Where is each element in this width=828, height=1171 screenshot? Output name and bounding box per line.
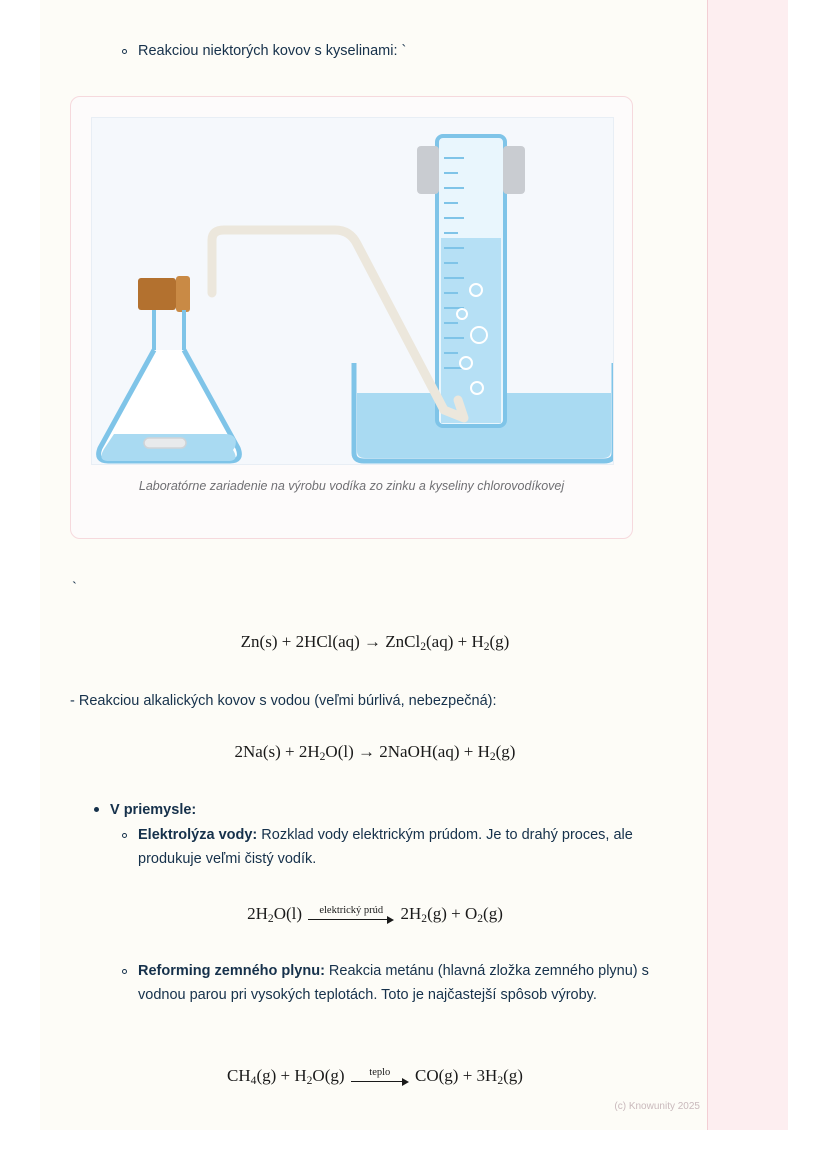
arrow-shaft	[308, 915, 394, 924]
list-item-acids: Reakciou niektorých kovov s kyselinami: `	[110, 40, 738, 64]
figure-card	[70, 96, 633, 539]
copyright-footer: (c) Knowunity 2025	[614, 1101, 700, 1112]
document-content	[40, 0, 750, 1130]
equation-electrolysis-right: $2H_2(g) + O_2(g)$	[400, 904, 503, 926]
electrolysis-term: Elektrolýza vody:	[138, 827, 258, 843]
list-item-reforming	[110, 960, 698, 1008]
stray-backtick: `	[70, 581, 79, 597]
arrow-label-heat: teplo	[369, 1066, 391, 1078]
figure-illustration	[91, 117, 614, 465]
arrow-label-electricity: elektrický prúd	[319, 904, 384, 916]
reaction-arrow-heat	[351, 1068, 409, 1087]
reforming-term: Reforming zemného plynu:	[138, 963, 325, 979]
equation-electrolysis	[40, 904, 710, 925]
equation-reforming-right: $CO(g) + 3H_2(g)$	[415, 1066, 523, 1088]
document-page	[40, 0, 788, 1130]
electrolysis-text: Rozklad vody elektrickým prúdom. Je to drahý proces, ale produkuje veľmi čistý vodík.	[138, 827, 633, 867]
equation-reforming-left: $CH_4(g) + H_2O(g)$	[227, 1066, 345, 1088]
equation-reforming	[40, 1066, 710, 1087]
figure-caption: Laboratórne zariadenie na výrobu vodíka zo zinku a kyseliny chlorovodíkovej	[138, 479, 565, 493]
reaction-arrow-electricity	[308, 906, 394, 925]
arrow-shaft	[351, 1077, 409, 1086]
equation-electrolysis-left: $2H_2O(l)$	[247, 904, 303, 926]
lab-apparatus-diagram	[92, 118, 614, 465]
equation-sodium-water: $2Na(s) + 2H_2O(l)$ → 2NaOH(aq) + $H_2(g)$	[234, 742, 516, 764]
equation-zinc-hcl: Zn(s) + 2HCl(aq) → ZnCl$_2$(aq) + $H_2(g)$	[240, 632, 510, 654]
line-alkali-metals: - Reakciou alkalických kovov s vodou (veľmi búrlivá, nebezpečná):	[70, 693, 497, 709]
list-item-electrolysis	[110, 824, 668, 872]
heading-industry: V priemysle:	[90, 799, 196, 823]
reforming-text: Reakcia metánu (hlavná zložka zemného plynu) s vodnou parou pri vysokých teplotách. Toto je najčastejší spôsob výroby.	[138, 963, 649, 1003]
